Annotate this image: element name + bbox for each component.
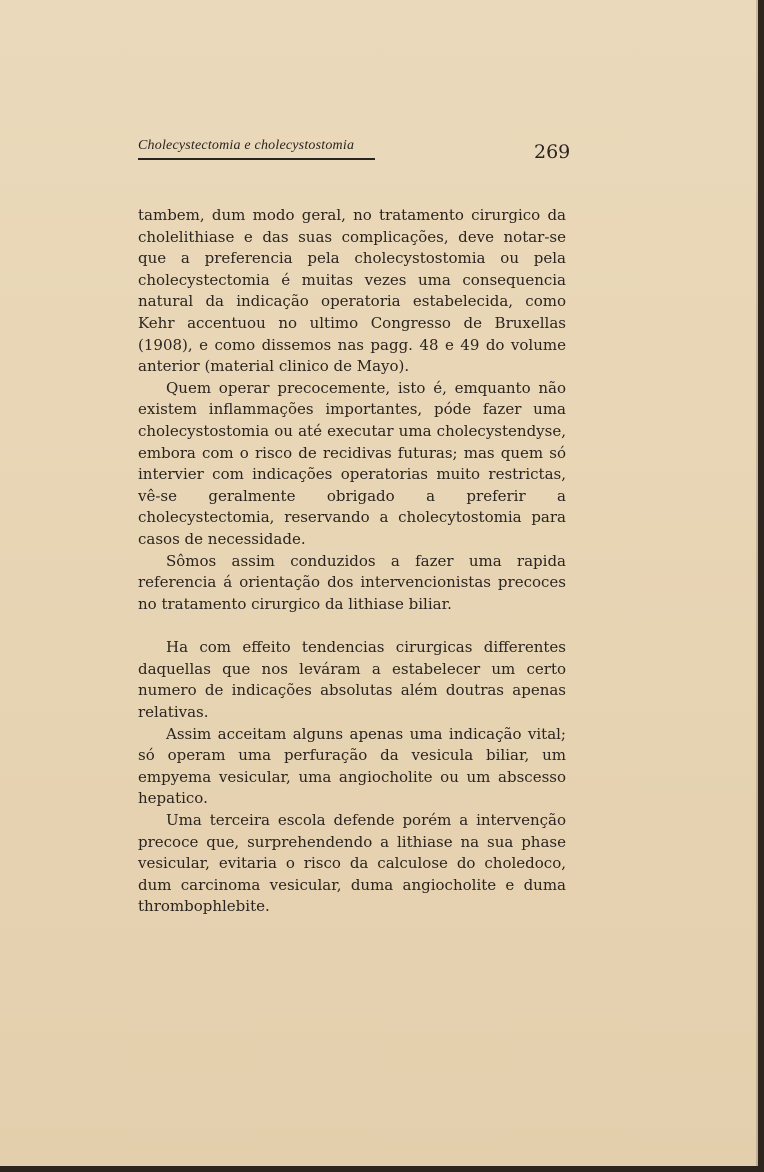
paragraph-3: Sômos assim conduzidos a fazer uma rapida referencia á orientação dos intervencionistas precoces no tratamento cirurgico da lithiase biliar. [138,551,566,613]
paragraph-4: Ha com effeito tendencias cirurgicas differentes daquellas que nos leváram a estabelecer um certo numero de indicações absolutas além doutras apenas relativas. [138,638,566,722]
paragraph-1: tambem, dum modo geral, no tratamento cirurgico da cholelithiase e das suas complicações, deve notar-se que a preferencia pela cholecystostomia ou pela cholecystectomia é muitas vezes uma consequencia natural da indicação operatoria estabelecida, como Kehr accentuou no ultimo Congresso de Bruxellas (1908), e como dissemos nas pagg. 48 e 49 do volume anterior (material clinico de Mayo). [138,206,566,376]
page-number: 269 [534,141,571,163]
paragraph-6: Uma terceira escola defende porém a intervenção precoce que, surprehendendo a lithiase na sua phase vesicular, evitaria o risco da calculose do choledoco, dum carcinoma vesicular, duma angiocholite e duma thrombophlebite. [138,811,566,916]
running-head: Cholecystectomia e cholecystostomia [138,138,355,153]
header-rule [138,158,375,160]
body-text [138,205,566,918]
section-break [138,615,566,637]
page-edge-bottom [0,1166,764,1172]
paragraph-2: Quem operar precocemente, isto é, emquanto não existem inflammações importantes, póde fazer uma cholecystostomia ou até executar uma cholecystendyse, embora com o risco de recidivas futuras; mas quem só intervier com indicações operatorias muito restrictas, vê-se geralmente obrigado a preferir a cholecystectomia, reservando a cholecytostomia para casos de necessidade. [138,378,566,548]
paragraph-5: Assim acceitam alguns apenas uma indicação vital; só operam uma perfuração da vesicula biliar, um empyema vesicular, uma angiocholite ou um abscesso hepatico. [138,724,566,808]
page-edge-right [758,0,764,1172]
